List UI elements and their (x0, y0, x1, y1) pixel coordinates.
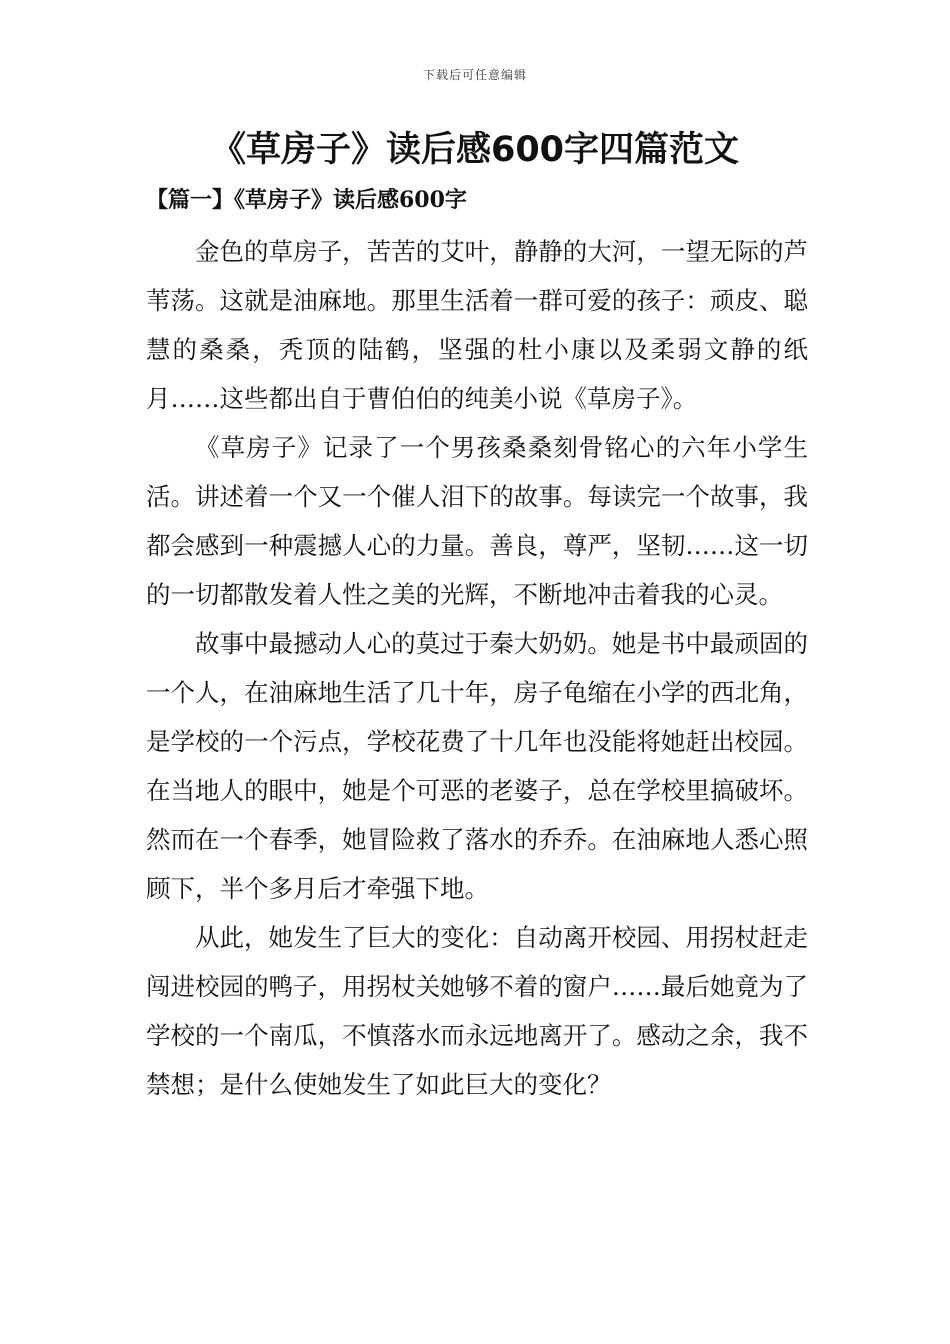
paragraph-4: 从此，她发生了巨大的变化：自动离开校园、用拐杖赶走闯进校园的鸭子，用拐杖关她够不着的窗户……最后她竟为了学校的一个南瓜，不慎落水而永远地离开了。感动之余，我不禁想；是什么使她发生了如此巨大的变化？ (146, 923, 808, 1099)
body-text (146, 227, 808, 1109)
section-heading: 【篇一】《草房子》读后感600字 (146, 187, 467, 213)
document-title: 《草房子》读后感600字四篇范文 (210, 130, 740, 170)
header-note: 下载后可任意编辑 (422, 68, 527, 82)
paragraph-1: 金色的草房子，苦苦的艾叶，静静的大河，一望无际的芦苇荡。这就是油麻地。那里生活着一群可爱的孩子：顽皮、聪慧的桑桑，秃顶的陆鹤，坚强的杜小康以及柔弱文静的纸月……这些都出自于曹伯伯的纯美小说《草房子》。 (146, 237, 808, 413)
paragraph-2: 《草房子》记录了一个男孩桑桑刻骨铭心的六年小学生活。讲述着一个又一个催人泪下的故事。每读完一个故事，我都会感到一种震撼人心的力量。善良，尊严，坚韧……这一切的一切都散发着人性之美的光辉，不断地冲击着我的心灵。 (146, 433, 808, 609)
paragraph-3: 故事中最撼动人心的莫过于秦大奶奶。她是书中最顽固的一个人，在油麻地生活了几十年，房子龟缩在小学的西北角，是学校的一个污点，学校花费了十几年也没能将她赶出校园。在当地人的眼中，她是个可恶的老婆子，总在学校里搞破坏。然而在一个春季，她冒险救了落水的乔乔。在油麻地人悉心照顾下，半个多月后才牵强下地。 (146, 629, 808, 903)
